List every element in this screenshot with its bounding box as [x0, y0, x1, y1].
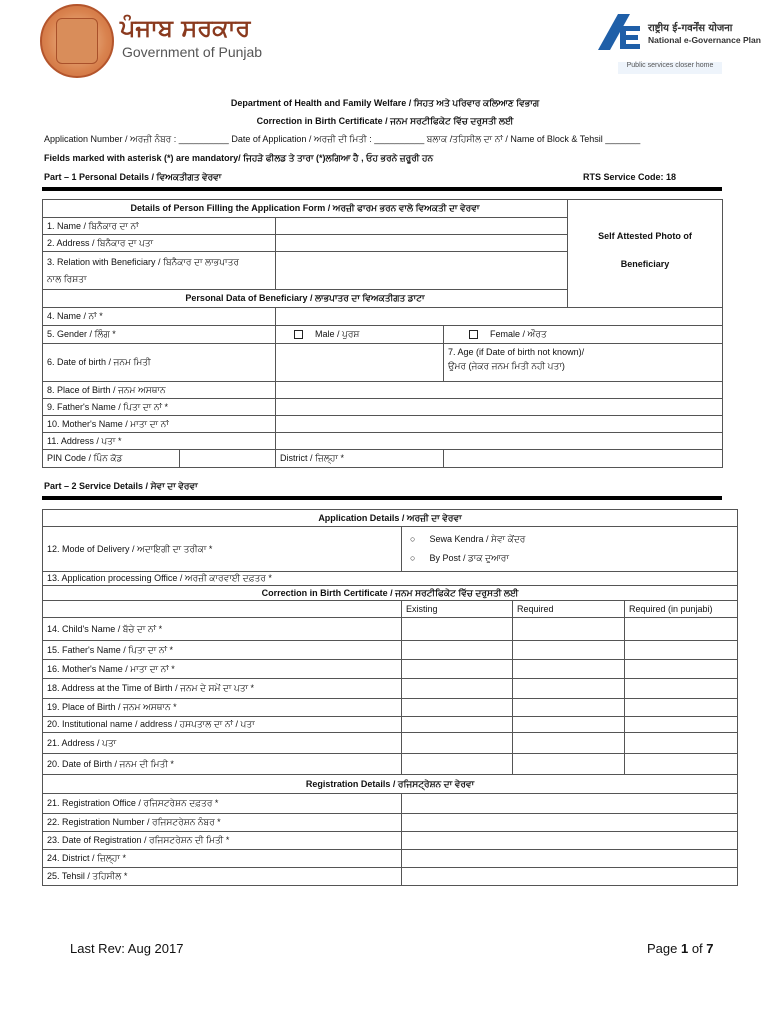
field-label-applicant-address: 2. Address / ਬਿਨੈਕਾਰ ਦਾ ਪਤਾ: [43, 235, 276, 252]
input-required[interactable]: [513, 754, 625, 775]
field-label-dob: 6. Date of birth / ਜਨਮ ਮਿਤੀ: [43, 344, 276, 382]
registration-row-label: 21. Registration Office / ਰਜਿਸਟਰੇਸ਼ਨ ਦਫ਼ਤਰ *: [43, 794, 402, 814]
page-total: 7: [706, 941, 714, 956]
gender-male-option[interactable]: [276, 326, 444, 344]
field-label-address: 11. Address / ਪਤਾ *: [43, 433, 276, 450]
input-required-punjabi[interactable]: [625, 717, 738, 733]
male-label: Male / ਪੁਰਸ਼: [315, 329, 360, 339]
col-header-required: Required: [513, 601, 625, 618]
form-title: Correction in Birth Certificate / ਜਨਮ ਸਰਟੀਫਿਕੇਟ ਵਿੱਚ ਦਰੁਸਤੀ ਲਈ: [256, 116, 514, 126]
col-header-existing: Existing: [402, 601, 513, 618]
photo-box[interactable]: [568, 200, 723, 308]
option-sewa-kendra-label: Sewa Kendra / ਸੇਵਾ ਕੇਂਦਰ: [429, 534, 526, 544]
field-label-age[interactable]: [444, 344, 723, 382]
input-existing[interactable]: [402, 618, 513, 641]
input-existing[interactable]: [402, 660, 513, 679]
input-district[interactable]: [444, 450, 723, 468]
page-current: 1: [680, 941, 689, 956]
input-required-punjabi[interactable]: [625, 641, 738, 660]
input-relation[interactable]: [276, 252, 568, 290]
egov-logo-icon: [596, 12, 644, 52]
rts-service-code: RTS Service Code: 18: [583, 172, 677, 182]
relation-label-1: 3. Relation with Beneficiary / ਬਿਨੈਕਾਰ ਦਾ ਲਾਭਪਾਤਰ: [47, 256, 239, 267]
radio-bullet-icon[interactable]: ○: [410, 534, 416, 544]
field-label-district: District / ਜ਼ਿਲ੍ਹਾ *: [276, 450, 444, 468]
application-details-heading: Application Details / ਅਰਜ਼ੀ ਦਾ ਵੇਰਵਾ: [43, 510, 738, 527]
field-label-relation: [43, 252, 276, 290]
service-details-table: [42, 509, 738, 886]
egov-tagline: Public services closer home: [618, 62, 722, 74]
field-label-delivery-mode: 12. Mode of Delivery / ਅਦਾਇਗੀ ਦਾ ਤਰੀਕਾ *: [43, 527, 402, 572]
department-heading: Department of Health and Family Welfare / ਸਿਹਤ ਅਤੇ ਪਰਿਵਾਰ ਕਲਿਆਣ ਵਿਭਾਗ: [230, 98, 540, 108]
option-sewa-kendra[interactable]: [410, 530, 733, 549]
correction-row-label: 15. Father's Name / ਪਿਤਾ ਦਾ ਨਾਂ *: [43, 641, 402, 660]
input-required-punjabi[interactable]: [625, 679, 738, 699]
input-applicant-address[interactable]: [276, 235, 568, 252]
correction-row-label: 21. Address / ਪਤਾ: [43, 733, 402, 754]
correction-row-label: 20. Date of Birth / ਜਨਮ ਦੀ ਮਿਤੀ *: [43, 754, 402, 775]
input-required[interactable]: [513, 699, 625, 717]
correction-row-label: 14. Child's Name / ਬੱਚੇ ਦਾ ਨਾਂ *: [43, 618, 402, 641]
correction-row-label: 19. Place of Birth / ਜਨਮ ਅਸਥਾਨ *: [43, 699, 402, 717]
input-required-punjabi[interactable]: [625, 699, 738, 717]
option-by-post[interactable]: [410, 549, 733, 568]
delivery-options: [402, 527, 738, 572]
part2-heading: Part – 2 Service Details / ਸੇਵਾ ਦਾ ਵੇਰਵਾ: [44, 481, 198, 491]
registration-row-label: 23. Date of Registration / ਰਜਿਸਟਰੇਸ਼ਨ ਦੀ ਮਿਤੀ *: [43, 832, 402, 850]
radio-bullet-icon[interactable]: ○: [410, 553, 416, 563]
part1-heading: Part – 1 Personal Details / ਵਿਅਕਤੀਗਤ ਵੇਰਵਾ: [44, 172, 222, 182]
page-number: [647, 941, 714, 956]
registration-row-label: 24. District / ਜ਼ਿਲ੍ਹਾ *: [43, 850, 402, 868]
input-mother-name[interactable]: [276, 416, 723, 433]
filler-details-heading: Details of Person Filling the Application Form / ਅਰਜ਼ੀ ਫਾਰਮ ਭਰਨ ਵਾਲੇ ਵਿਅਕਤੀ ਦਾ ਵੇਰਵਾ: [43, 200, 568, 218]
male-checkbox[interactable]: [294, 330, 303, 339]
field-label-pin: PIN Code / ਪਿੰਨ ਕੋਡ: [43, 450, 180, 468]
header-blank-cell: [43, 601, 402, 618]
punjab-govt-subtitle: Government of Punjab: [122, 44, 263, 60]
page-of: of: [688, 941, 707, 956]
input-dob[interactable]: [276, 344, 444, 382]
input-existing[interactable]: [402, 754, 513, 775]
female-checkbox[interactable]: [469, 330, 478, 339]
input-applicant-name[interactable]: [276, 218, 568, 235]
input-registration-number[interactable]: [402, 814, 738, 832]
input-required[interactable]: [513, 618, 625, 641]
input-required[interactable]: [513, 733, 625, 754]
correction-row-label: 18. Address at the Time of Birth / ਜਨਮ ਦੇ ਸਮੇਂ ਦਾ ਪਤਾ *: [43, 679, 402, 699]
photo-label-2: Beneficiary: [620, 259, 670, 269]
photo-label-1: Self Attested Photo of: [598, 231, 692, 241]
input-father-name[interactable]: [276, 399, 723, 416]
input-existing[interactable]: [402, 679, 513, 699]
input-registration-tehsil[interactable]: [402, 868, 738, 886]
field-label-mother-name: 10. Mother's Name / ਮਾਤਾ ਦਾ ਨਾਂ: [43, 416, 276, 433]
input-registration-office[interactable]: [402, 794, 738, 814]
input-required[interactable]: [513, 679, 625, 699]
input-required-punjabi[interactable]: [625, 660, 738, 679]
registration-row-label: 25. Tehsil / ਤਹਿਸੀਲ *: [43, 868, 402, 886]
divider: [42, 187, 722, 191]
input-required[interactable]: [513, 641, 625, 660]
personal-details-table: [42, 199, 723, 468]
input-address[interactable]: [276, 433, 723, 450]
input-required-punjabi[interactable]: [625, 618, 738, 641]
egov-title: राष्ट्रीय ई-गवर्नेंस योजना: [648, 23, 733, 34]
page-prefix: Page: [647, 941, 681, 956]
input-existing[interactable]: [402, 699, 513, 717]
mandatory-note: Fields marked with asterisk (*) are mandatory/ ਜਿਹੜੇ ਫੀਲਡ ਤੇ ਤਾਰਾ (*)ਲਗਿਆ ਹੈ , ਓਹ ਭਰਨੇ ਜ਼ਰੂਰੀ ਹਨ: [44, 153, 434, 163]
option-by-post-label: By Post / ਡਾਕ ਦੁਆਰਾ: [429, 553, 509, 563]
egov-subtitle: National e-Governance Plan: [648, 35, 761, 45]
input-required[interactable]: [513, 660, 625, 679]
input-beneficiary-name[interactable]: [276, 308, 723, 326]
input-existing[interactable]: [402, 717, 513, 733]
correction-row-label: 20. Institutional name / address / ਹਸਪਤਾਲ ਦਾ ਨਾਂ / ਪਤਾ: [43, 717, 402, 733]
personal-data-heading: Personal Data of Beneficiary / ਲਾਭਪਾਤਰ ਦਾ ਵਿਅਕਤੀਗਤ ਡਾਟਾ: [43, 290, 568, 308]
field-label-beneficiary-name: 4. Name / ਨਾਂ *: [43, 308, 276, 326]
field-label-place-of-birth: 8. Place of Birth / ਜਨਮ ਅਸਥਾਨ: [43, 382, 276, 399]
age-label-2: ਉਮਰ (ਜੇਕਰ ਜਨਮ ਮਿਤੀ ਨਹੀ ਪਤਾ): [448, 361, 565, 371]
input-registration-date[interactable]: [402, 832, 738, 850]
gender-female-option[interactable]: [444, 326, 723, 344]
correction-row-label: 16. Mother's Name / ਮਾਤਾ ਦਾ ਨਾਂ *: [43, 660, 402, 679]
female-label: Female / ਔਰਤ: [490, 329, 547, 339]
input-required[interactable]: [513, 717, 625, 733]
input-required-punjabi[interactable]: [625, 754, 738, 775]
input-existing[interactable]: [402, 733, 513, 754]
input-required-punjabi[interactable]: [625, 733, 738, 754]
punjab-govt-title: ਪੰਜਾਬ ਸਰਕਾਰ: [120, 14, 251, 42]
input-registration-district[interactable]: [402, 850, 738, 868]
relation-label-2: ਨਾਲ ਰਿਸ਼ਤਾ: [47, 273, 87, 284]
correction-heading: Correction in Birth Certificate / ਜਨਮ ਸਰਟੀਫਿਕੇਟ ਵਿੱਚ ਦਰੁਸਤੀ ਲਈ: [43, 586, 738, 601]
field-label-gender: 5. Gender / ਲਿੰਗ *: [43, 326, 276, 344]
field-label-father-name: 9. Father's Name / ਪਿਤਾ ਦਾ ਨਾਂ *: [43, 399, 276, 416]
registration-details-heading: Registration Details / ਰਜਿਸਟ੍ਰੇਸ਼ਨ ਦਾ ਵੇਰਵਾ: [43, 775, 738, 794]
field-label-processing-office[interactable]: 13. Application processing Office / ਅਰਜ਼ੀ ਕਾਰਵਾਈ ਦਫ਼ਤਰ *: [43, 572, 738, 586]
input-existing[interactable]: [402, 641, 513, 660]
registration-row-label: 22. Registration Number / ਰਜਿਸਟਰੇਸ਼ਨ ਨੰਬਰ *: [43, 814, 402, 832]
punjab-seal-logo: [40, 4, 114, 78]
divider: [42, 496, 722, 500]
col-header-required-punjabi: Required (in punjabi): [625, 601, 738, 618]
last-revision: Last Rev: Aug 2017: [70, 941, 184, 956]
input-place-of-birth[interactable]: [276, 382, 723, 399]
field-label-applicant-name: 1. Name / ਬਿਨੈਕਾਰ ਦਾ ਨਾਂ: [43, 218, 276, 235]
age-label-1: 7. Age (if Date of birth not known)/: [448, 347, 585, 357]
input-pin[interactable]: [180, 450, 276, 468]
application-info-line: Application Number / ਅਰਜ਼ੀ ਨੰਬਰ : __________ Date of Application / ਅਰਜ਼ੀ ਦੀ ਮਿਤੀ : __________ ਬਲਾਕ /ਤਹਿਸੀਲ ਦਾ ਨਾਂ / Name of Block & Tehsil _______: [44, 134, 641, 144]
